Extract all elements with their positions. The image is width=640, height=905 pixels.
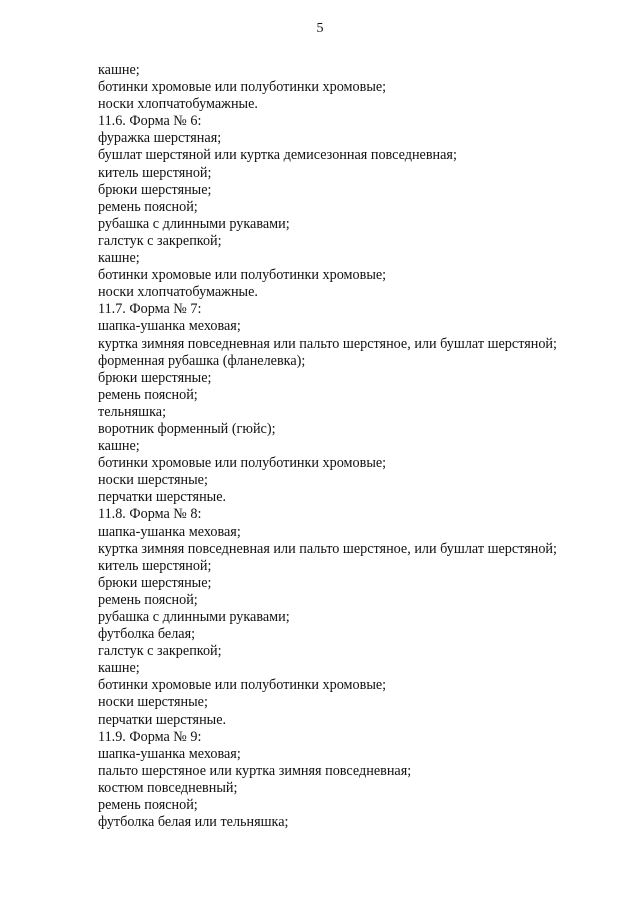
text-line: кашне; <box>98 438 140 455</box>
text-line: кашне; <box>98 660 140 677</box>
text-line: футболка белая или тельняшка; <box>98 814 289 831</box>
text-line: пальто шерстяное или куртка зимняя повседневная; <box>98 762 412 779</box>
text-line: куртка зимняя повседневная или пальто шерстяное, или бушлат шерстяной; <box>98 335 557 352</box>
text-line: носки шерстяные; <box>98 472 208 489</box>
section-heading: 11.7. Форма № 7: <box>98 301 202 318</box>
text-line: тельняшка; <box>98 403 167 420</box>
text-line: воротник форменный (гюйс); <box>98 420 276 437</box>
text-line: китель шерстяной; <box>98 557 212 574</box>
text-line: футболка белая; <box>98 626 196 643</box>
text-line: ремень поясной; <box>98 591 198 608</box>
text-line: ботинки хромовые или полуботинки хромовые; <box>98 677 387 694</box>
text-line: костюм повседневный; <box>98 779 238 796</box>
text-line: ботинки хромовые или полуботинки хромовые; <box>98 455 387 472</box>
text-line: ботинки хромовые или полуботинки хромовые; <box>98 267 387 284</box>
section-heading: 11.6. Форма № 6: <box>98 113 202 130</box>
text-line: рубашка с длинными рукавами; <box>98 215 290 232</box>
text-line: галстук с закрепкой; <box>98 232 222 249</box>
text-line: перчатки шерстяные. <box>98 711 227 728</box>
text-line: носки хлопчатобумажные. <box>98 284 258 301</box>
text-line: брюки шерстяные; <box>98 181 212 198</box>
text-line: шапка-ушанка меховая; <box>98 523 241 540</box>
text-line: брюки шерстяные; <box>98 574 212 591</box>
text-line: шапка-ушанка меховая; <box>98 318 241 335</box>
text-line: форменная рубашка (фланелевка); <box>98 352 306 369</box>
text-line: фуражка шерстяная; <box>98 130 222 147</box>
text-line: рубашка с длинными рукавами; <box>98 609 290 625</box>
text-line: ремень поясной; <box>98 797 198 814</box>
text-line: шапка-ушанка меховая; <box>98 745 241 762</box>
document-body <box>98 62 618 831</box>
text-line: галстук с закрепкой; <box>98 643 222 660</box>
section-heading: 11.8. Форма № 8: <box>98 506 202 523</box>
section-heading: 11.9. Форма № 9: <box>98 728 202 745</box>
text-line: ботинки хромовые или полуботинки хромовые; <box>98 79 387 96</box>
text-line: перчатки шерстяные. <box>98 489 227 506</box>
text-line: ремень поясной; <box>98 198 198 215</box>
text-line: носки шерстяные; <box>98 694 208 711</box>
text-line: ремень поясной; <box>98 386 198 403</box>
text-line: бушлат шерстяной или куртка демисезонная повседневная; <box>98 147 457 164</box>
text-line: китель шерстяной; <box>98 164 212 181</box>
text-line: куртка зимняя повседневная или пальто шерстяное, или бушлат шерстяной; <box>98 540 557 557</box>
page-number: 5 <box>316 21 324 36</box>
text-line: кашне; <box>98 250 140 267</box>
text-line: кашне; <box>98 62 140 78</box>
text-line: носки хлопчатобумажные. <box>98 96 258 113</box>
text-line: брюки шерстяные; <box>98 369 212 386</box>
